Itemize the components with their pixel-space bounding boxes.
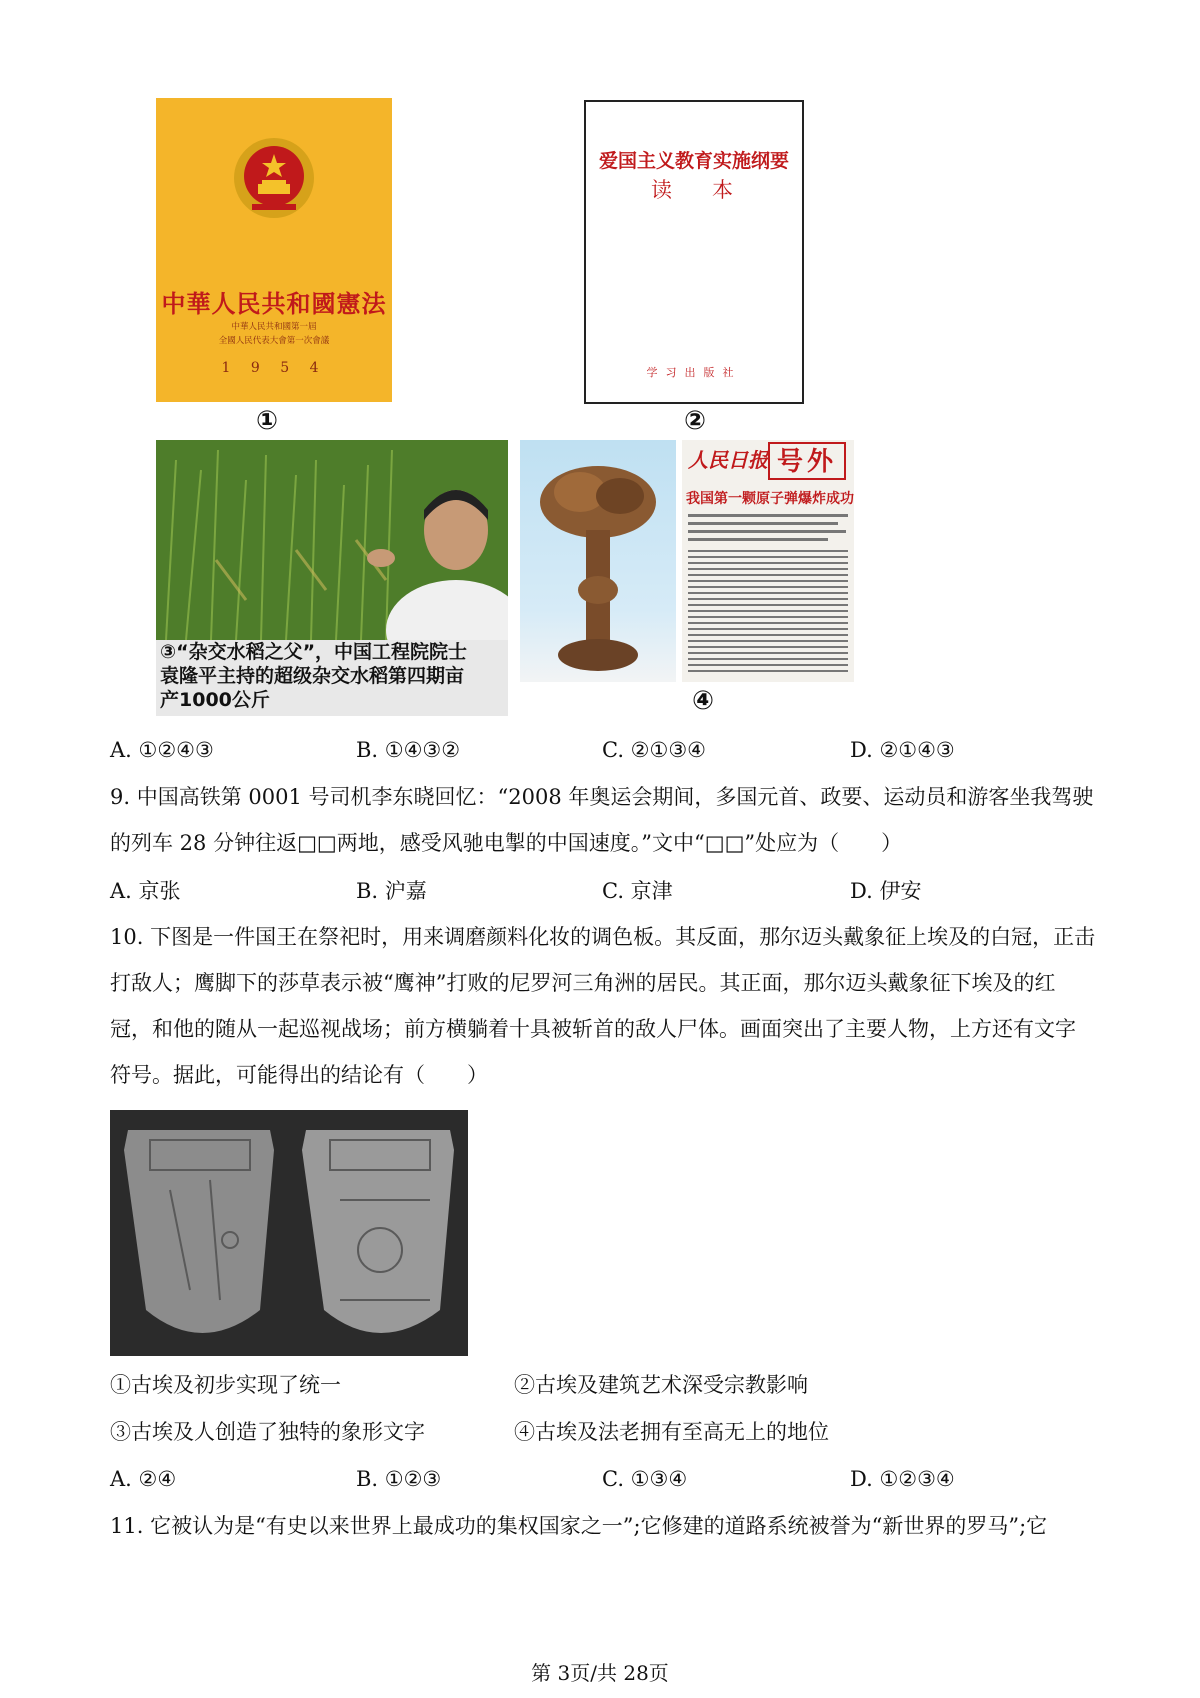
national-emblem-icon — [232, 136, 316, 220]
constitution-year: 1 9 5 4 — [221, 360, 327, 376]
q9-option-a[interactable]: A. 京张 — [110, 879, 181, 903]
rice-caption-line-3: 产1000公斤 — [160, 689, 270, 711]
q10-text-line-2: 打敌人；鹰脚下的莎草表示被“鹰神”打败的尼罗河三角洲的居民。其正面，那尔迈头戴象征下埃及的红 — [110, 971, 1056, 995]
figure-label-4: ④ — [692, 686, 715, 716]
mushroom-cloud-photo — [520, 440, 676, 682]
q10-text-line-1: 10. 下图是一件国王在祭祀时，用来调磨颜料化妆的调色板。其反面，那尔迈头戴象征上埃及的白冠，正击 — [110, 925, 1096, 949]
newspaper-headline: 我国第一颗原子弹爆炸成功 — [686, 491, 854, 507]
mushroom-cloud-icon — [520, 440, 676, 682]
q10-text-line-4: 符号。据此，可能得出的结论有（ ） — [110, 1063, 488, 1087]
constitution-subtitle-2: 全國人民代表大會第一次會議 — [218, 336, 330, 346]
q9-text-line-2: 的列车 28 分钟往返□□两地，感受风驰电掣的中国速度。”文中“□□”处应为（ ） — [110, 831, 903, 855]
q9-option-c[interactable]: C. 京津 — [602, 879, 673, 903]
figure-label-1: ① — [256, 406, 279, 436]
q10-option-c[interactable]: C. ①③④ — [602, 1467, 688, 1491]
rice-caption — [156, 640, 508, 716]
q10-statement-1: ①古埃及初步实现了统一 — [110, 1373, 341, 1397]
q10-option-d[interactable]: D. ①②③④ — [850, 1467, 955, 1491]
newspaper-body-text — [682, 510, 854, 680]
rice-field-photo — [156, 440, 508, 716]
patriotism-reader-cover-image — [584, 100, 804, 404]
narmer-palette-icon — [110, 1110, 468, 1356]
narmer-palette-photo — [110, 1110, 468, 1356]
figure-label-2: ② — [684, 406, 707, 436]
q8-option-a[interactable]: A. ①②④③ — [110, 738, 214, 762]
q9-text-line-1: 9. 中国高铁第 0001 号司机李东晓回忆：“2008 年奥运会期间，多国元首、政要、运动员和游客坐我驾驶 — [110, 785, 1094, 809]
reader-title: 爱国主义教育实施纲要 — [598, 150, 789, 172]
q11-text-line-1: 11. 它被认为是“有史以来世界上最成功的集权国家之一”;它修建的道路系统被誉为“新世界的罗马”;它 — [110, 1514, 1048, 1538]
reader-subtitle: 读本 — [651, 178, 773, 202]
q10-option-b[interactable]: B. ①②③ — [356, 1467, 442, 1491]
reader-publisher: 学习出版社 — [646, 366, 742, 379]
q10-statement-2: ②古埃及建筑艺术深受宗教影响 — [514, 1373, 808, 1397]
constitution-title: 中華人民共和國憲法 — [161, 289, 387, 318]
q8-option-b[interactable]: B. ①④③② — [356, 738, 461, 762]
q10-text-line-3: 冠，和他的随从一起巡视战场；前方横躺着十具被斩首的敌人尸体。画面突出了主要人物，上方还有文字 — [110, 1017, 1076, 1041]
q9-option-d[interactable]: D. 伊安 — [850, 879, 922, 903]
rice-caption-line-1: ③“杂交水稻之父”，中国工程院院士 — [160, 641, 468, 663]
rice-caption-line-2: 袁隆平主持的超级杂交水稻第四期亩 — [160, 665, 465, 687]
newspaper-masthead: 人民日报 — [688, 448, 768, 472]
q8-option-c[interactable]: C. ②①③④ — [602, 738, 706, 762]
q8-option-d[interactable]: D. ②①④③ — [850, 738, 955, 762]
q10-statement-4: ④古埃及法老拥有至高无上的地位 — [514, 1420, 829, 1444]
peoples-daily-extra-image — [682, 440, 854, 682]
q10-option-a[interactable]: A. ②④ — [110, 1467, 177, 1491]
rice-field-scene — [156, 440, 508, 640]
q10-statement-3: ③古埃及人创造了独特的象形文字 — [110, 1420, 425, 1444]
page-number-footer: 第 3页/共 28页 — [531, 1661, 669, 1685]
q9-option-b[interactable]: B. 沪嘉 — [356, 879, 427, 903]
newspaper-extra-badge: 号外 — [768, 442, 846, 480]
constitution-subtitle-1: 中華人民共和國第一屆 — [231, 322, 317, 332]
constitution-cover-image — [156, 98, 392, 402]
